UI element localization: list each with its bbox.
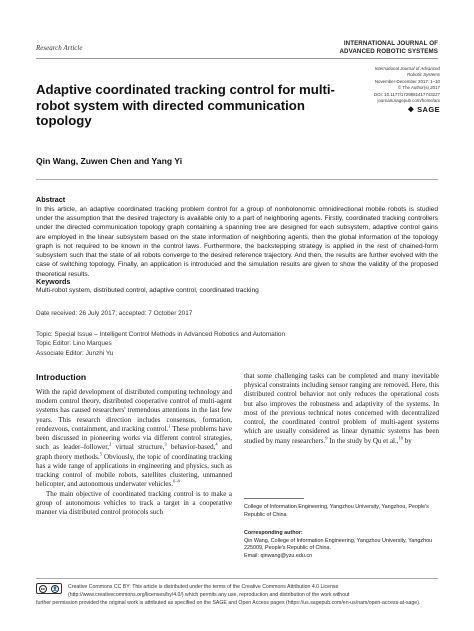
corresponding-author-heading: Corresponding author: (244, 530, 303, 536)
intro-paragraph-continued (244, 372, 439, 446)
intro-p1-text: Obviously, the topic of coordinating tracking has a wide range of applications in engineering and physics, such as tracking control of mobile robots, satellites clustering, unmanned helicopter, and autonomous underwater vehicles. (36, 452, 232, 489)
journal-name (298, 40, 438, 56)
citation-ref[interactable]: 2 (109, 442, 112, 448)
pubinfo-doi[interactable]: DOI: 10.1177/1729881417743227 (373, 91, 440, 97)
abstract-heading: Abstract (36, 195, 66, 204)
corresponding-author-address: Qin Wang, College of Information Engineering, Yangzhou University, Yangzhou 225009, People's Republic of China. (244, 537, 433, 552)
license-text-line1: Creative Commons CC BY: This article is distributed under the terms of the Creative Commons Attribution 4.0 License (http://www.creativecommons.org/licenses/by/4.0/) which permits any use, reproduction and distribution of the work without (68, 584, 350, 598)
author-affiliation: College of Information Engineering, Yangzhou University, Yangzhou, People's Republic of China (244, 504, 429, 518)
pubinfo-journal-title: International Journal of Advanced Robotic Systems (374, 66, 440, 78)
article-title: Adaptive coordinated tracking control for multi-robot system with directed communication topology (36, 82, 335, 129)
header-divider (36, 58, 438, 59)
publication-info (360, 66, 440, 116)
intro-right-text: by (403, 436, 412, 445)
creative-commons-badge (36, 583, 62, 594)
intro-paragraph-2: The main objective of coordinated tracking control is to make a group of autonomous vehicles to track a target in a cooperative manner via distributed control protocols such (36, 489, 232, 517)
journal-name-line2: ADVANCED ROBOTIC SYSTEMS (339, 47, 438, 55)
intro-p1-text: With the rapid development of distributed computing technology and modern control theory, distributed cooperative control of multi-agent systems has caused researchers' tremendous attentions in the last few years. This research direction includes consensus, formation, rendezvous, containment, and tracking control. (36, 388, 232, 433)
sage-logo-mark-icon: ❖ (407, 105, 415, 115)
received-accepted-dates: Date received: 26 July 2017; accepted: 7 October 2017 (36, 310, 193, 317)
introduction-right-column (244, 372, 439, 446)
license-text-line2: further permission provided the original work is attributed as specified on the SAGE and Open Access pages (https://us.sagepub.com/en-us/nam/open-access-at-sage). (36, 600, 421, 606)
citation-ref[interactable]: 10 (398, 435, 404, 441)
corresponding-author-email[interactable]: Email: qinwang@yzu.edu.cn (244, 552, 313, 559)
topic-info (36, 330, 285, 358)
article-authors: Qin Wang, Zuwen Chen and Yang Yi (36, 156, 183, 166)
pubinfo-url[interactable]: journals.sagepub.com/home/arx (377, 97, 440, 103)
citation-ref[interactable]: 1 (168, 423, 171, 429)
pubinfo-issue: November-December 2017: 1–10 (374, 78, 440, 84)
citation-ref[interactable]: 4 (215, 442, 218, 448)
citation-ref[interactable]: 9 (325, 435, 328, 441)
keywords-text: Multi-robot system, distributed control, adaptive control, coordinated tracking (36, 287, 259, 294)
keywords-heading: Keywords (36, 277, 71, 286)
license-divider (36, 578, 438, 579)
article-type: Research Article (36, 44, 83, 52)
journal-name-line1: INTERNATIONAL JOURNAL OF (343, 40, 438, 47)
citation-ref[interactable]: 5 (99, 451, 102, 457)
cc-icon: cc (40, 585, 46, 591)
introduction-left-column (36, 388, 232, 517)
intro-paragraph-1 (36, 388, 232, 490)
pubinfo-copyright: © The Author(s) 2017 (398, 85, 440, 91)
citation-ref[interactable]: 6–8 (172, 479, 180, 485)
associate-editor: Associate Editor: Junzhi Yu (36, 349, 114, 357)
abstract-top-divider (36, 179, 438, 180)
sage-logo (360, 105, 440, 116)
corresponding-author (244, 530, 439, 560)
intro-right-text: that some challenging tasks can be completed and many inevitable physical constraints including sensor ranging are removed. Here, this distributed control behavior not only reduces the operational costs but also improves the robustness and adaptivity of the systems. In most of the previous technical notes concerned with decentralized control, the coordinated control problem of multi-agent systems which are usually considered as linear dynamic systems has been studied by many researchers. (244, 372, 439, 445)
intro-right-text: In the study by Qu et al., (327, 436, 399, 445)
cc-by-icon: 👤 (52, 585, 58, 591)
intro-p1-text: and graph theory methods. (36, 443, 233, 461)
sage-logo-text: SAGE (417, 105, 440, 115)
introduction-heading: Introduction (36, 372, 87, 382)
topic-editor: Topic Editor: Lino Marques (36, 340, 112, 348)
abstract-text: In this article, an adaptive coordinated tracking problem control for a group of nonholonomic omnidirectional mobile robots is studied under the assumption that the desired trajectory is available only to a part of neighboring agents. Firstly, coordinated tracking controllers under the directed communication topology graph containing a spanning tree are designed for each subsystem, adaptive control gains are employed in the linear subsystem based on the state information of neighboring agents, then the global information of the topology graph is not required to be known in the control laws. Furthermore, the backstepping strategy is applied in the rest of chained-form subsystem such that the state of all robots converge to the desired reference trajectory. And then, the results are further evolved with the case of switching topology. Finally, an application is introduced and the simulation results are given to show the validity of the proposed theoretical results. (36, 206, 438, 278)
citation-ref[interactable]: 3 (164, 442, 167, 448)
footnote-divider (244, 498, 304, 499)
intro-p1-text: virtual structure, (111, 443, 165, 452)
intro-p1-text: These problems have been discussed in pioneering works via different control strategies, such as leader–follower, (36, 424, 232, 452)
topic: Topic: Special Issue – Intelligent Control Methods in Advanced Robotics and Automation (36, 331, 286, 338)
intro-p1-text: behavior-based, (166, 443, 216, 452)
